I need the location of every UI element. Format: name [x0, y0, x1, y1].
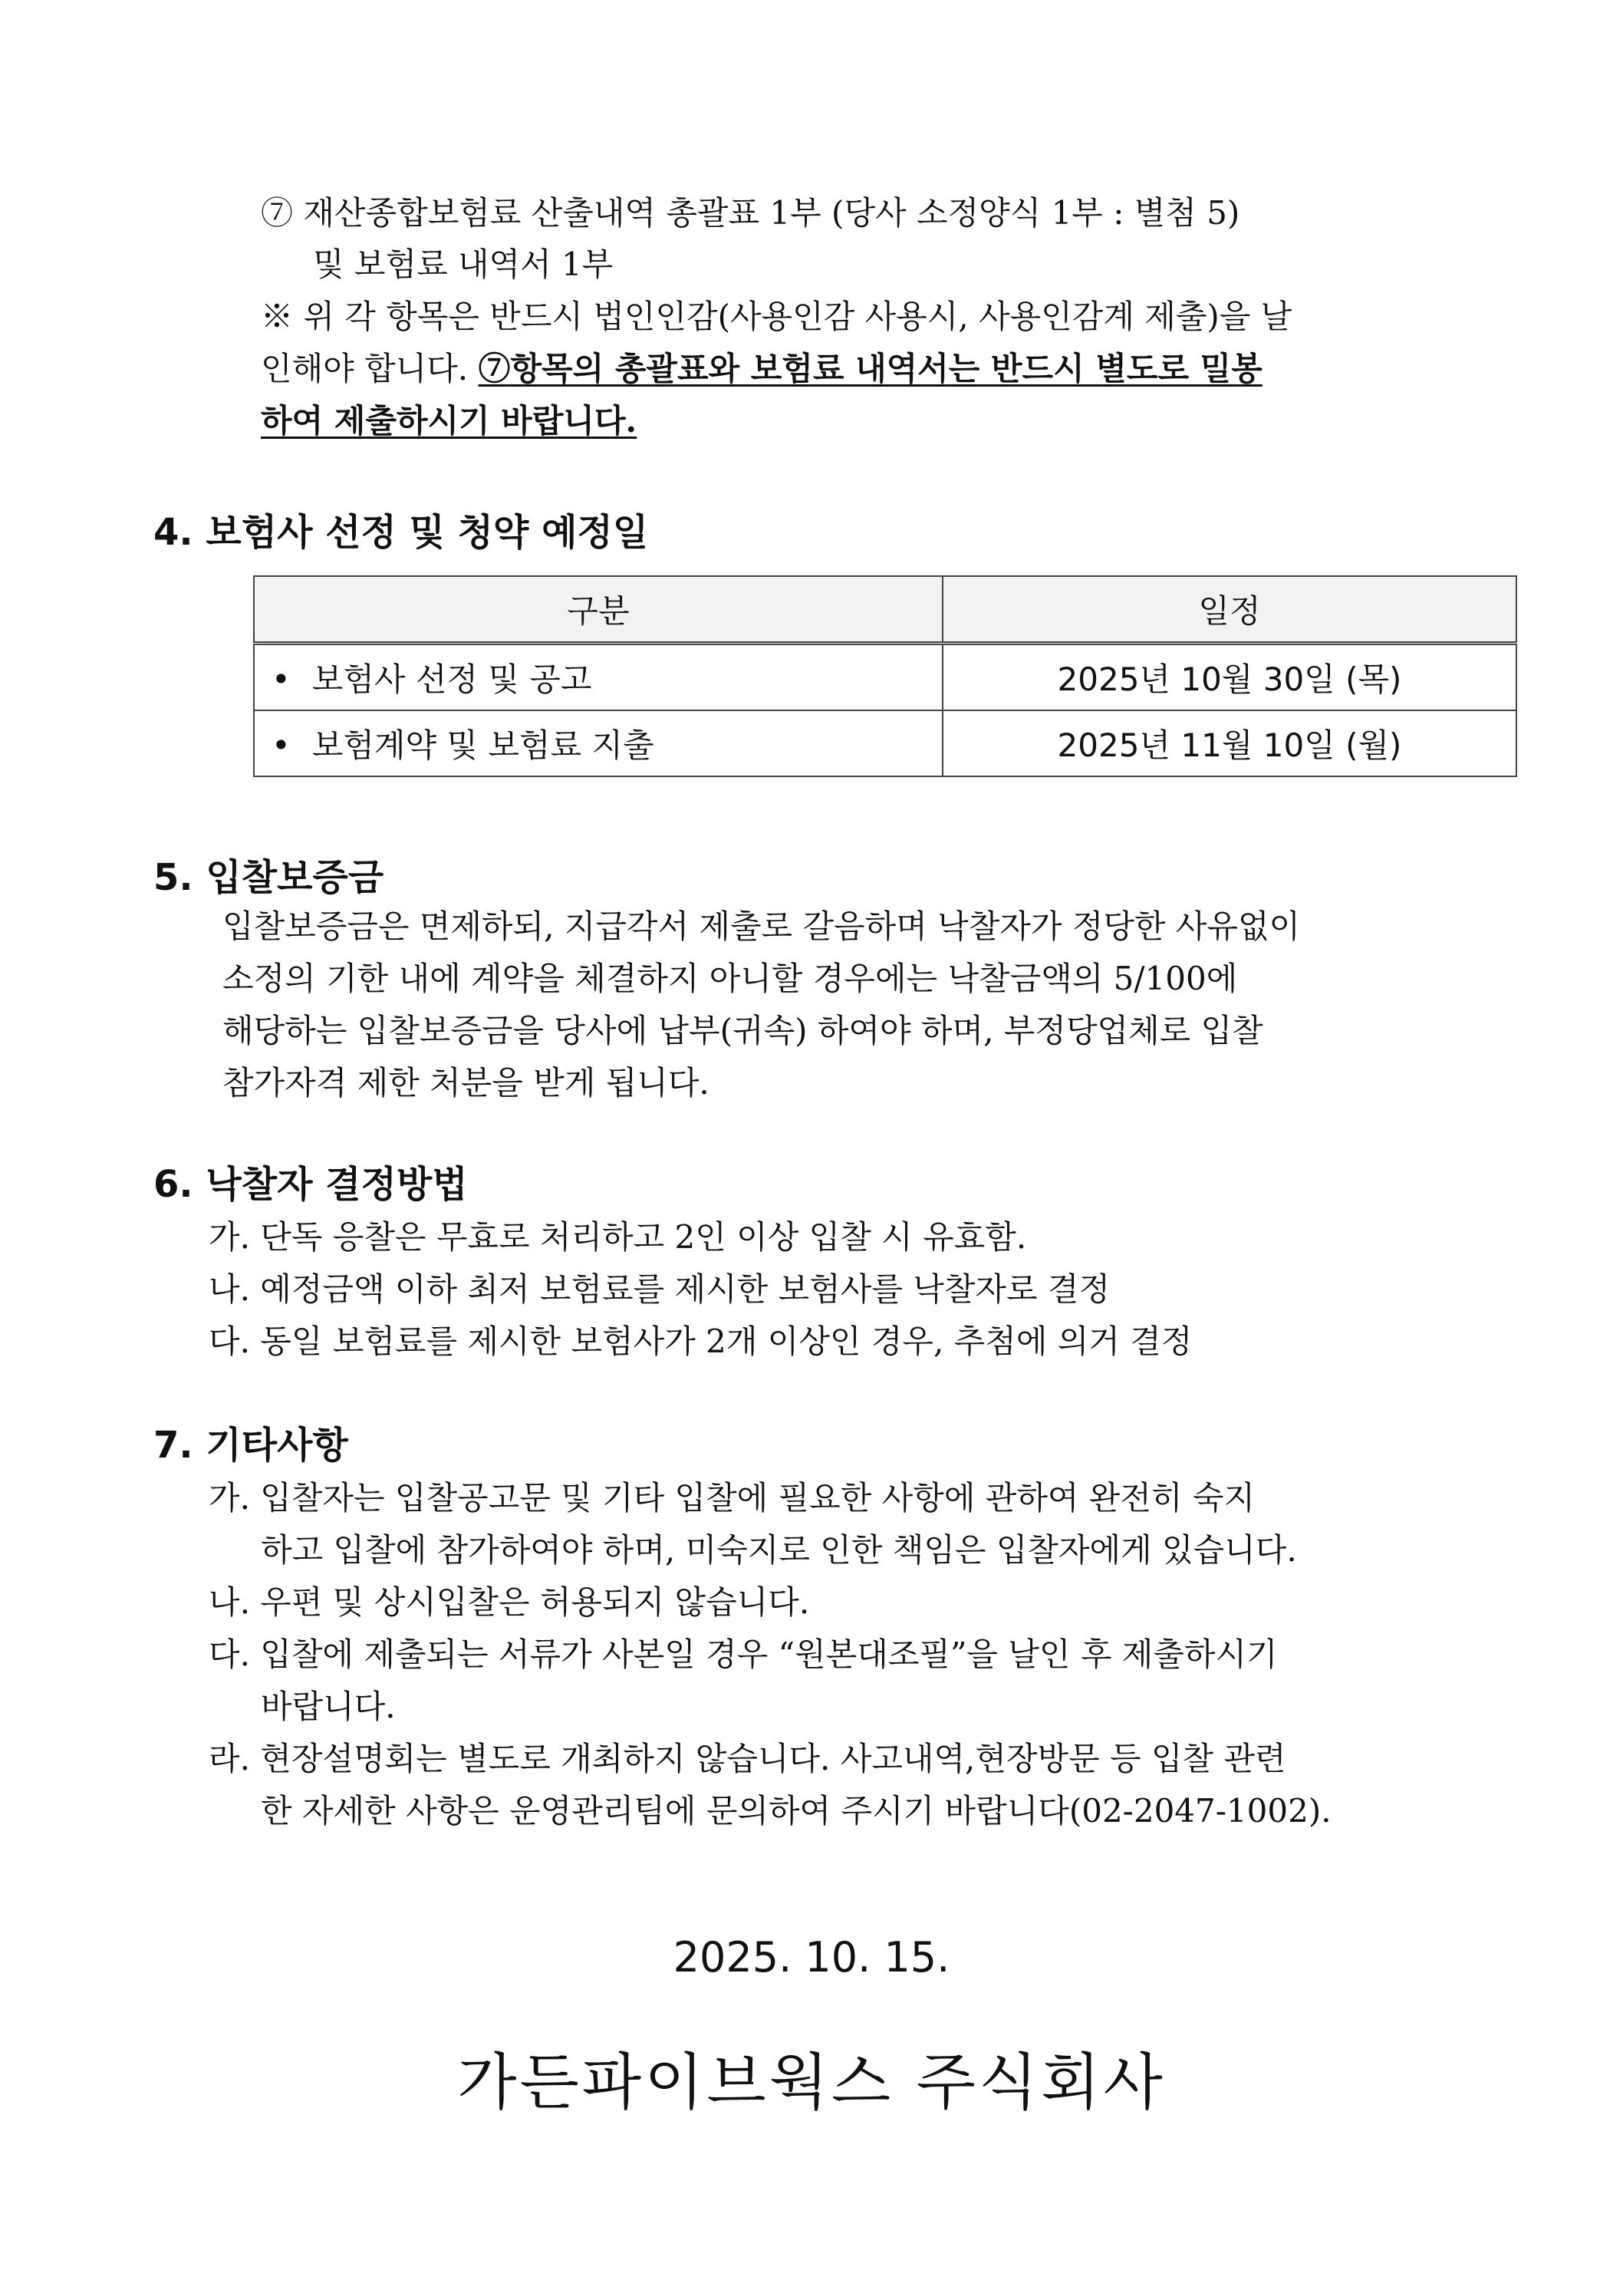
section-7-line: 라. 현장설명회는 별도로 개최하지 않습니다. 사고내역,현장방문 등 입찰 관련 — [209, 1740, 1286, 1777]
section-5-heading: 5. 입찰보증금 — [153, 856, 384, 899]
section-6-line: 가. 단독 응찰은 무효로 처리하고 2인 이상 입찰 시 유효함. — [209, 1218, 1027, 1256]
section-7-line: 가. 입찰자는 입찰공고문 및 기타 입찰에 필요한 사항에 관하여 완전히 숙지 — [209, 1479, 1256, 1517]
row-item-label: 보험사 선정 및 공고 — [311, 660, 592, 698]
note-line-2-emphasis: ⑦항목의 총괄표와 보험료 내역서는 반드시 별도로 밀봉 — [478, 350, 1263, 387]
section-7-heading: 7. 기타사항 — [153, 1424, 348, 1467]
item-7-line-2: 및 보험료 내역서 1부 — [313, 245, 614, 283]
row-item-cell — [254, 644, 943, 711]
section-7-line: 나. 우편 및 상시입찰은 허용되지 않습니다. — [209, 1583, 810, 1621]
section-7-line: 하고 입찰에 참가하여야 하며, 미숙지로 인한 책임은 입찰자에게 있습니다. — [261, 1531, 1297, 1569]
section-6-line: 나. 예정금액 이하 최저 보험료를 제시한 보험사를 낙찰자로 결정 — [209, 1270, 1111, 1308]
section-6-heading: 6. 낙찰자 결정방법 — [153, 1163, 468, 1206]
section-5-line: 입찰보증금은 면제하되, 지급각서 제출로 갈음하며 낙찰자가 정당한 사유없이 — [222, 908, 1301, 945]
section-7-line: 바랍니다. — [261, 1688, 396, 1725]
table-row — [254, 710, 1516, 776]
row-date-cell: 2025년 11월 10일 (월) — [943, 710, 1516, 776]
schedule-table-header — [254, 576, 1516, 644]
section-6-line: 다. 동일 보험료를 제시한 보험사가 2개 이상인 경우, 추첨에 의거 결정 — [209, 1323, 1193, 1360]
table-row — [254, 644, 1516, 711]
column-header-category: 구분 — [254, 576, 943, 644]
schedule-table — [253, 575, 1517, 777]
row-item-cell — [254, 710, 943, 776]
item-7-line-1: ⑦ 재산종합보험료 산출내역 총괄표 1부 (당사 소정양식 1부 : 별첨 5) — [261, 194, 1240, 232]
document-date: 2025. 10. 15. — [673, 1933, 950, 1981]
row-date-cell: 2025년 10월 30일 (목) — [943, 644, 1516, 711]
note-line-3-emphasis: 하여 제출하시기 바랍니다. — [261, 402, 637, 440]
bullet: • — [272, 726, 291, 764]
note-line-3 — [261, 396, 637, 442]
section-7-line: 다. 입찰에 제출되는 서류가 사본일 경우 “원본대조필”을 날인 후 제출하시기 — [209, 1636, 1278, 1673]
section-4-heading: 4. 보험사 선정 및 청약 예정일 — [153, 511, 649, 554]
section-7-line: 한 자세한 사항은 운영관리팀에 문의하여 주시기 바랍니다(02-2047-1002). — [261, 1792, 1332, 1830]
section-5-line: 해당하는 입찰보증금을 당사에 납부(귀속) 하여야 하며, 부정당업체로 입찰 — [222, 1012, 1263, 1049]
bullet: • — [272, 660, 291, 698]
note-line-2 — [261, 344, 1263, 390]
row-item-label: 보험계약 및 보험료 지출 — [311, 726, 654, 764]
company-name: 가든파이브웍스 주식회사 — [457, 2047, 1166, 2118]
section-5-line: 참가자격 제한 처분을 받게 됩니다. — [222, 1064, 709, 1102]
column-header-schedule: 일정 — [943, 576, 1516, 644]
note-line-2-plain: 인해야 합니다. — [261, 350, 479, 387]
section-5-line: 소정의 기한 내에 계약을 체결하지 아니할 경우에는 낙찰금액의 5/100에 — [222, 960, 1238, 997]
note-line-1: ※ 위 각 항목은 반드시 법인인감(사용인감 사용시, 사용인감계 제출)을 날 — [261, 298, 1292, 335]
